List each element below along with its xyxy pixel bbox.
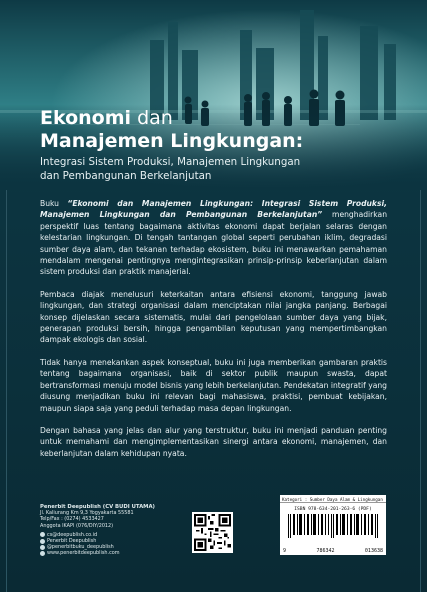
synopsis (40, 198, 387, 470)
publisher-website-row (40, 550, 180, 556)
barcode-isbn: ISBN 978-634-201-263-6 (PDF) (294, 507, 372, 512)
title-dan: dan (131, 107, 173, 129)
barcode-bars (280, 514, 386, 538)
barcode-digit-left: 9 (283, 548, 287, 554)
publisher-phone: Telp/Fax : (0274) 4533427 (40, 516, 104, 523)
publisher-email: cs@deepublish.co.id (47, 531, 98, 538)
publisher-instagram: @penerbitbuku_deepublish (47, 544, 114, 551)
synopsis-paragraph-3: Tidak hanya menekankan aspek konseptual, buku ini juga memberikan gambaran praktis tentang bagaimana organisasi, baik di sektor publik maupun swasta, dapat bertransformasi menuju model bisnis yang lebih berkelanjutan. Pendekatan integratif yang diusung menjadikan buku ini relevan bagi mahasiswa, praktisi, pembuat kebijakan, maupun siapa saja yang peduli terhadap masa depan lingkungan. (40, 357, 387, 413)
p1-text: menghadirkan perspektif luas tentang bagaimana aktivitas ekonomi dapat berjalan selaras dengan kelestarian lingkungan. Di tengah tantangan global seperti perubahan iklim, degradasi sumber daya alam, dan tekanan terhadap ekosistem, buku ini menawarkan pemahaman mendalam mengenai pentingnya mengintegrasikan prinsip-prinsip keberlanjutan dalam sistem produksi dan praktik manajerial. (40, 210, 388, 277)
barcode-digits-right: 013638 (364, 548, 383, 554)
title-line-2: Manajemen Lingkungan: (40, 130, 304, 152)
globe-icon (40, 551, 45, 556)
title-block (40, 108, 400, 183)
publisher-info (40, 504, 180, 557)
title-ekonomi: Ekonomi (40, 107, 132, 129)
subtitle-line-1: Integrasi Sistem Produksi, Manajemen Lingkungan (40, 156, 301, 168)
title-line-1 (40, 108, 400, 129)
qr-code-icon (194, 514, 231, 551)
synopsis-paragraph-4: Dengan bahasa yang jelas dan alur yang terstruktur, buku ini menjadi panduan penting untuk memahami dan mengimplementasikan sinergi antara ekonomi, manajemen, dan keberlanjutan dalam kehidupan nyata. (40, 425, 387, 458)
publisher-name: Penerbit Deepublish (CV BUDI UTAMA) (40, 504, 155, 510)
synopsis-paragraph-2: Pembaca diajak menelusuri keterkaitan antara efisiensi ekonomi, tanggung jawab lingkungan, dan strategi organisasi dalam menciptakan nilai jangka panjang. Berbagai konsep dijelaskan secara sistematis, mulai dari pengelolaan sumber daya yang bijak, penerapan produksi bersih, hingga pengambilan keputusan yang mempertimbangkan dampak ekologis dan sosial. (40, 289, 387, 345)
email-icon (40, 532, 45, 537)
facebook-icon (40, 539, 45, 544)
publisher-facebook: Penerbit Deepublish (47, 538, 97, 545)
barcode-digits (280, 548, 386, 554)
publisher-address: Jl. Kaliurang Km 9,3 Yogyakarta 55581 (40, 510, 134, 517)
p1-book-title: “Ekonomi dan Manajemen Lingkungan: Integrasi Sistem Produksi, Manajemen Lingkungan dan Pembangunan Berkelanjutan” (40, 199, 387, 220)
isbn-barcode (280, 495, 386, 555)
publisher-website: www.penerbitdeepublish.com (47, 550, 120, 557)
barcode-digits-mid: 786342 (316, 548, 335, 554)
synopsis-paragraph-1 (40, 198, 387, 278)
publisher-ikapi: Anggota IKAPI (076/DIY/2012) (40, 522, 114, 529)
p1-intro: Buku (40, 199, 68, 208)
barcode-category: Kategori : Sumber Daya Alam & Lingkungan (280, 495, 386, 503)
qr-code (192, 512, 233, 553)
subtitle-line-2: dan Pembangunan Berkelanjutan (40, 170, 212, 182)
instagram-icon (40, 545, 45, 550)
